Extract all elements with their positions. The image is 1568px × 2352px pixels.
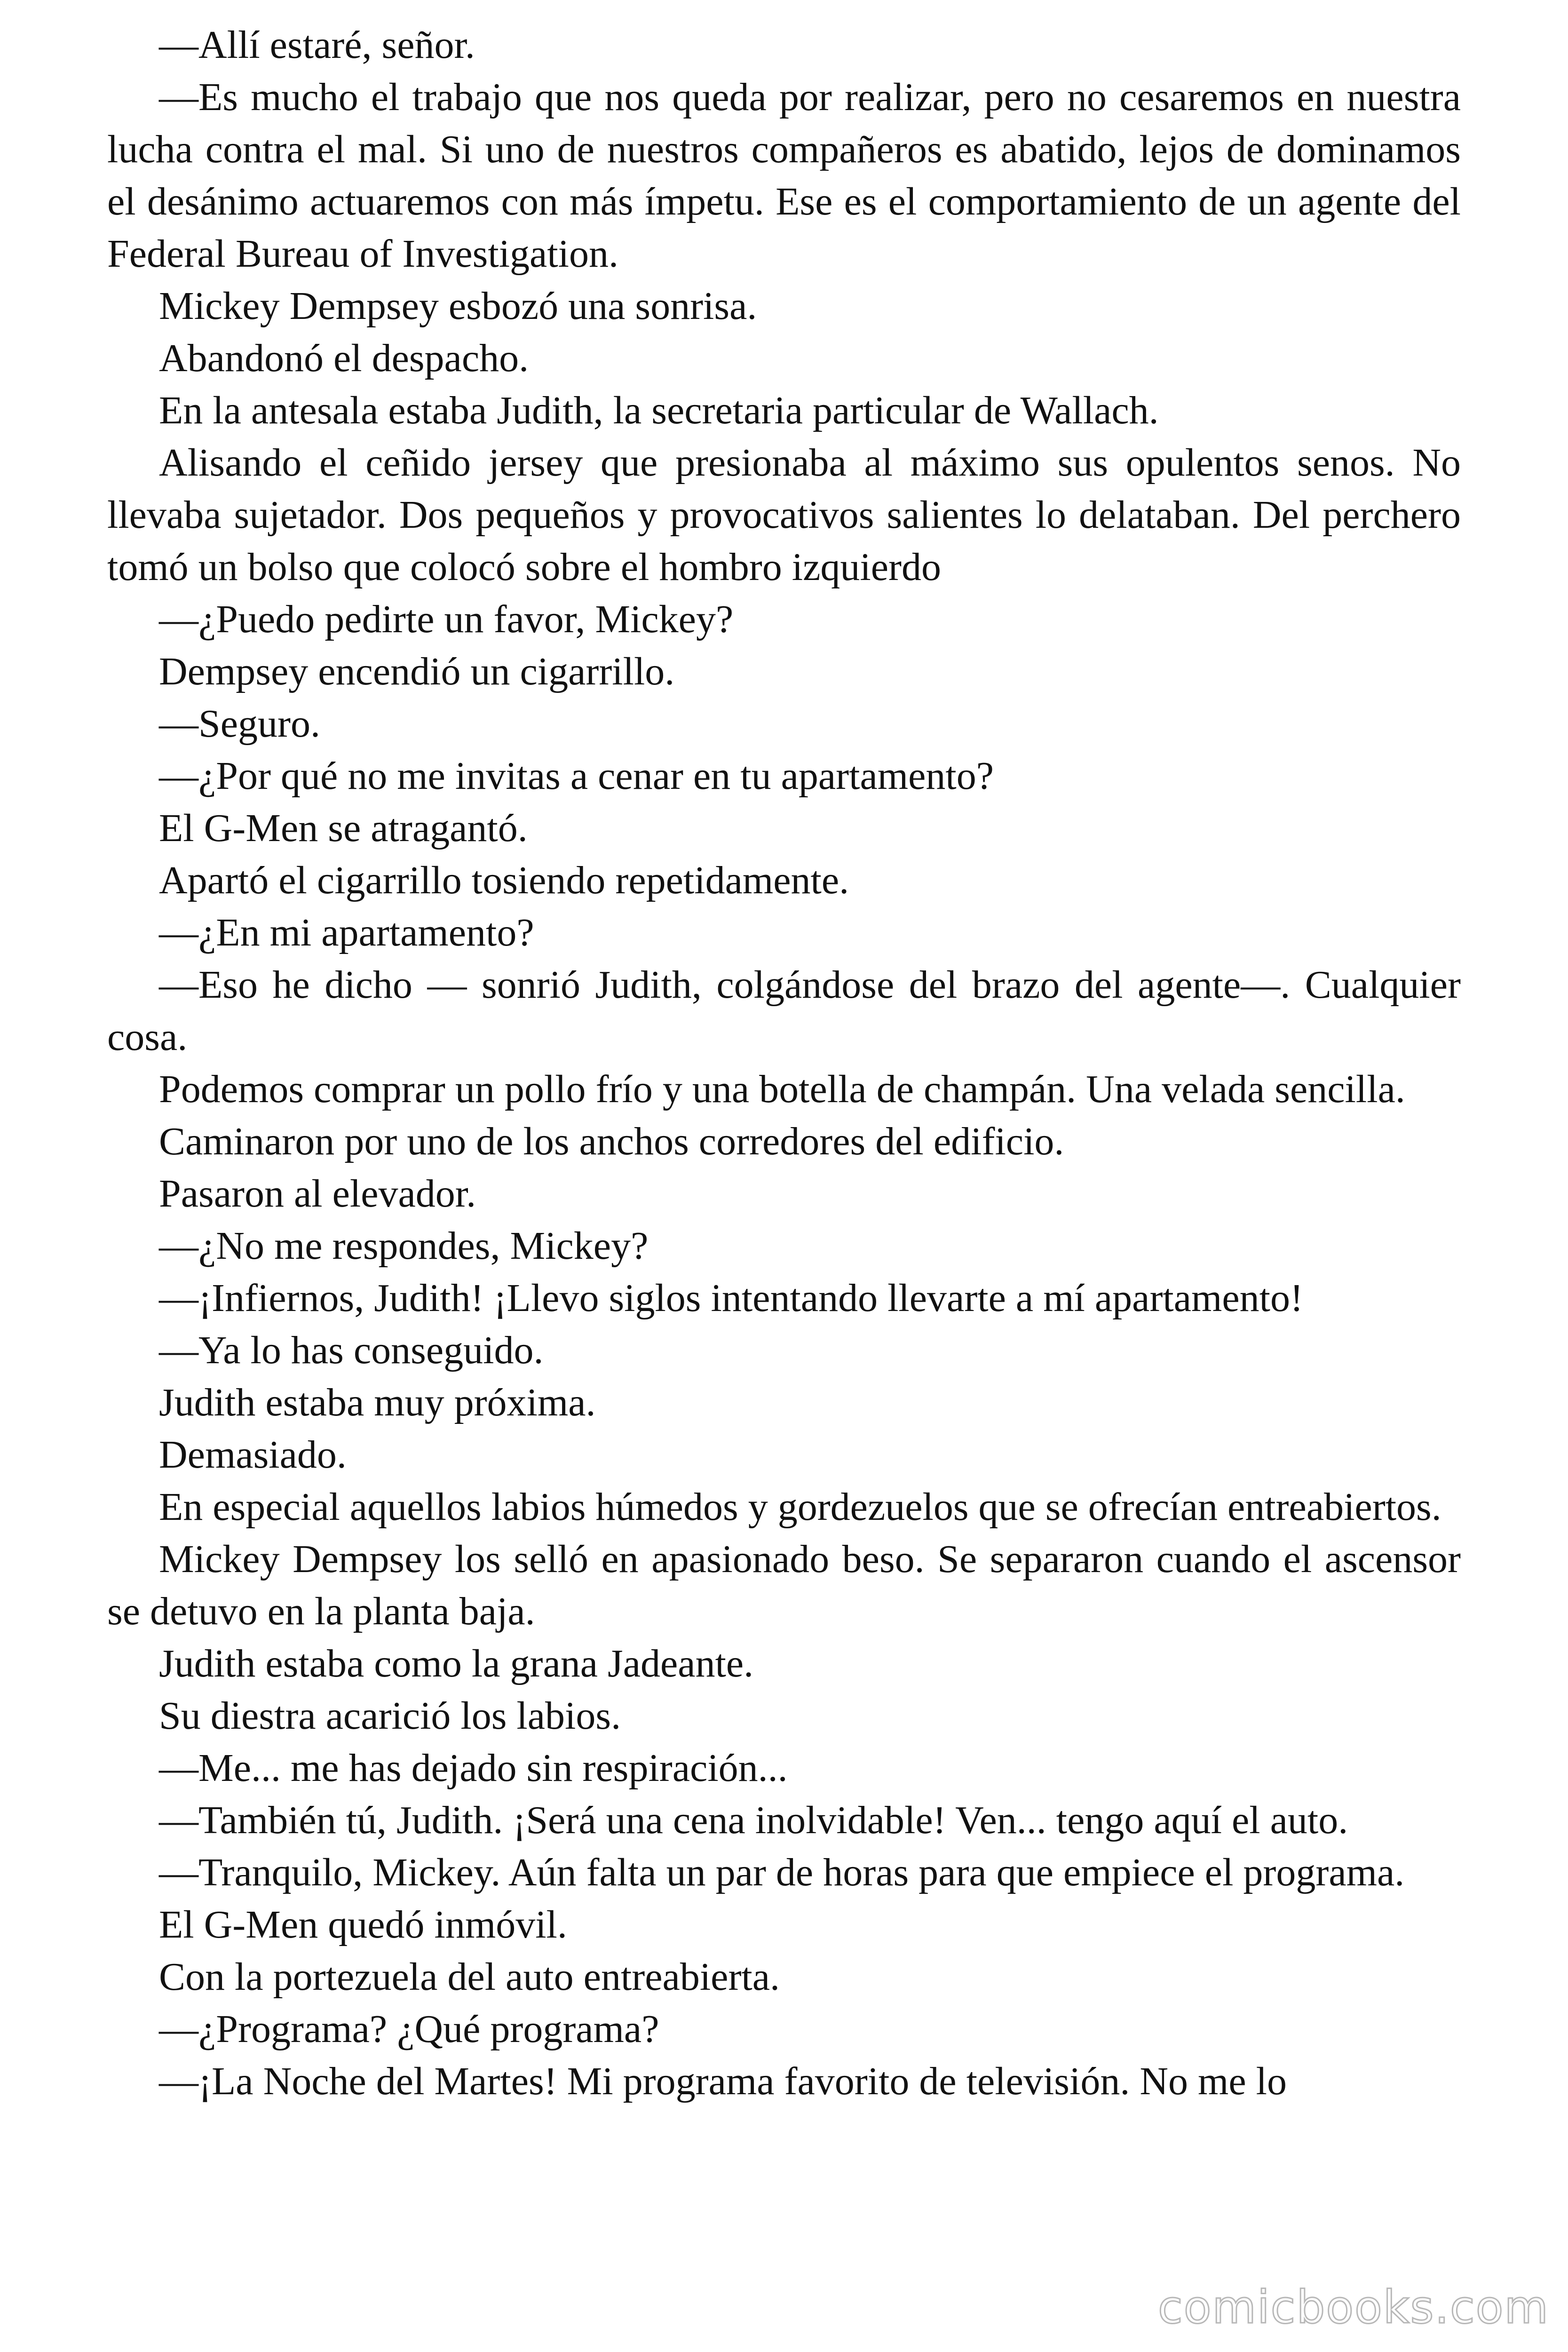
paragraph: Demasiado. <box>159 1433 347 1477</box>
paragraph: Con la portezuela del auto entreabierta. <box>159 1955 780 1999</box>
paragraph: —Eso he dicho — sonrió Judith, colgándose del brazo del agente—. Cualquier cosa. <box>107 963 1461 1059</box>
paragraph: —¿Por qué no me invitas a cenar en tu apartamento? <box>159 754 994 798</box>
paragraph: —Es mucho el trabajo que nos queda por realizar, pero no cesaremos en nuestra lucha contra el mal. Si uno de nuestros compañeros es abatido, lejos de dominamos el desánimo actuaremos con más ímpetu. Ese es el comportamiento de un agente del Federal Bureau of Investigation. <box>107 75 1461 276</box>
paragraph: En la antesala estaba Judith, la secretaria particular de Wallach. <box>159 389 1159 432</box>
paragraph: —Me... me has dejado sin respiración... <box>159 1746 788 1790</box>
paragraph: —¿Programa? ¿Qué programa? <box>159 2007 659 2051</box>
paragraph: —Seguro. <box>159 702 320 746</box>
paragraph: Judith estaba muy próxima. <box>159 1381 596 1424</box>
paragraph: Judith estaba como la grana Jadeante. <box>159 1642 754 1685</box>
paragraph: —¡Infiernos, Judith! ¡Llevo siglos intentando llevarte a mí apartamento! <box>159 1276 1303 1320</box>
paragraph: Su diestra acarició los labios. <box>159 1694 621 1738</box>
paragraph: El G-Men se atragantó. <box>159 806 528 850</box>
paragraph: Alisando el ceñido jersey que presionaba al máximo sus opulentos senos. No llevaba sujetador. Dos pequeños y provocativos salientes lo delataban. Del perchero tomó un bolso que colocó sobre el hombro izquierdo <box>107 441 1461 589</box>
text-body <box>107 19 1461 2107</box>
paragraph: —¿En mi apartamento? <box>159 911 534 954</box>
paragraph: Podemos comprar un pollo frío y una botella de champán. Una velada sencilla. <box>159 1067 1405 1111</box>
paragraph: Abandonó el despacho. <box>159 336 529 380</box>
paragraph: Dempsey encendió un cigarrillo. <box>159 650 675 693</box>
paragraph: —Allí estaré, señor. <box>159 23 475 67</box>
paragraph: Pasaron al elevador. <box>159 1172 476 1216</box>
paragraph: Mickey Dempsey los selló en apasionado beso. Se separaron cuando el ascensor se detuvo en la planta baja. <box>107 1537 1461 1633</box>
paragraph: En especial aquellos labios húmedos y gordezuelos que se ofrecían entreabiertos. <box>159 1485 1441 1529</box>
paragraph: El G-Men quedó inmóvil. <box>159 1903 567 1947</box>
paragraph: Caminaron por uno de los anchos corredores del edificio. <box>159 1120 1064 1163</box>
paragraph: —¡La Noche del Martes! Mi programa favorito de televisión. No me lo <box>159 2059 1287 2103</box>
watermark: comicbooks.com <box>1157 2281 1549 2334</box>
paragraph: —También tú, Judith. ¡Será una cena inolvidable! Ven... tengo aquí el auto. <box>159 1798 1348 1842</box>
paragraph: Apartó el cigarrillo tosiendo repetidamente. <box>159 858 849 902</box>
paragraph: —Ya lo has conseguido. <box>159 1328 544 1372</box>
paragraph: —¿No me respondes, Mickey? <box>159 1224 649 1268</box>
paragraph: —¿Puedo pedirte un favor, Mickey? <box>159 597 734 641</box>
paragraph: —Tranquilo, Mickey. Aún falta un par de horas para que empiece el programa. <box>159 1851 1405 1894</box>
paragraph: Mickey Dempsey esbozó una sonrisa. <box>159 284 757 328</box>
